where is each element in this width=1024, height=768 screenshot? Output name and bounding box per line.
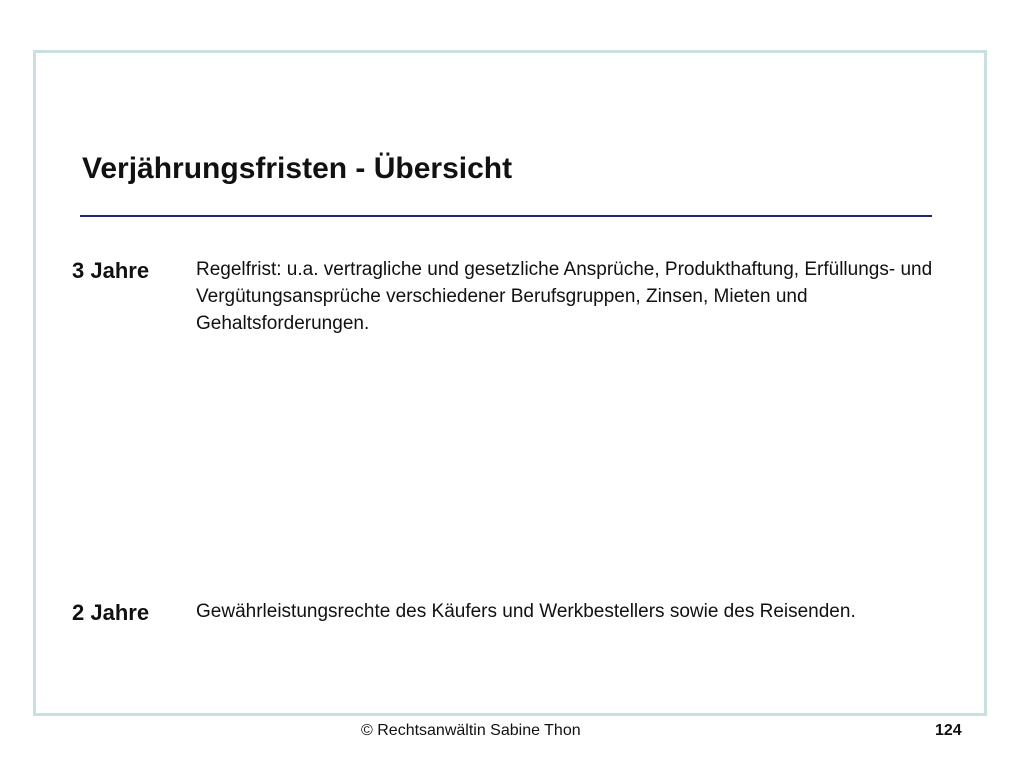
period-label: 3 Jahre [72, 258, 150, 283]
page-number: 124 [935, 722, 962, 739]
footer-copyright: © Rechtsanwältin Sabine Thon [361, 722, 581, 739]
title-underline [80, 215, 932, 217]
slide-title: Verjährungsfristen - Übersicht [82, 152, 513, 185]
period-label: 2 Jahre [72, 600, 150, 625]
slide-frame [33, 50, 987, 716]
period-description: Regelfrist: u.a. vertragliche und gesetzliche Ansprüche, Produkthaftung, Erfüllungs- und Vergütungsansprüche verschiedener Berufsgruppen, Zinsen, Mieten und Gehaltsforderungen. [196, 259, 933, 334]
period-description: Gewährleistungsrechte des Käufers und Werkbestellers sowie des Reisenden. [196, 601, 856, 622]
